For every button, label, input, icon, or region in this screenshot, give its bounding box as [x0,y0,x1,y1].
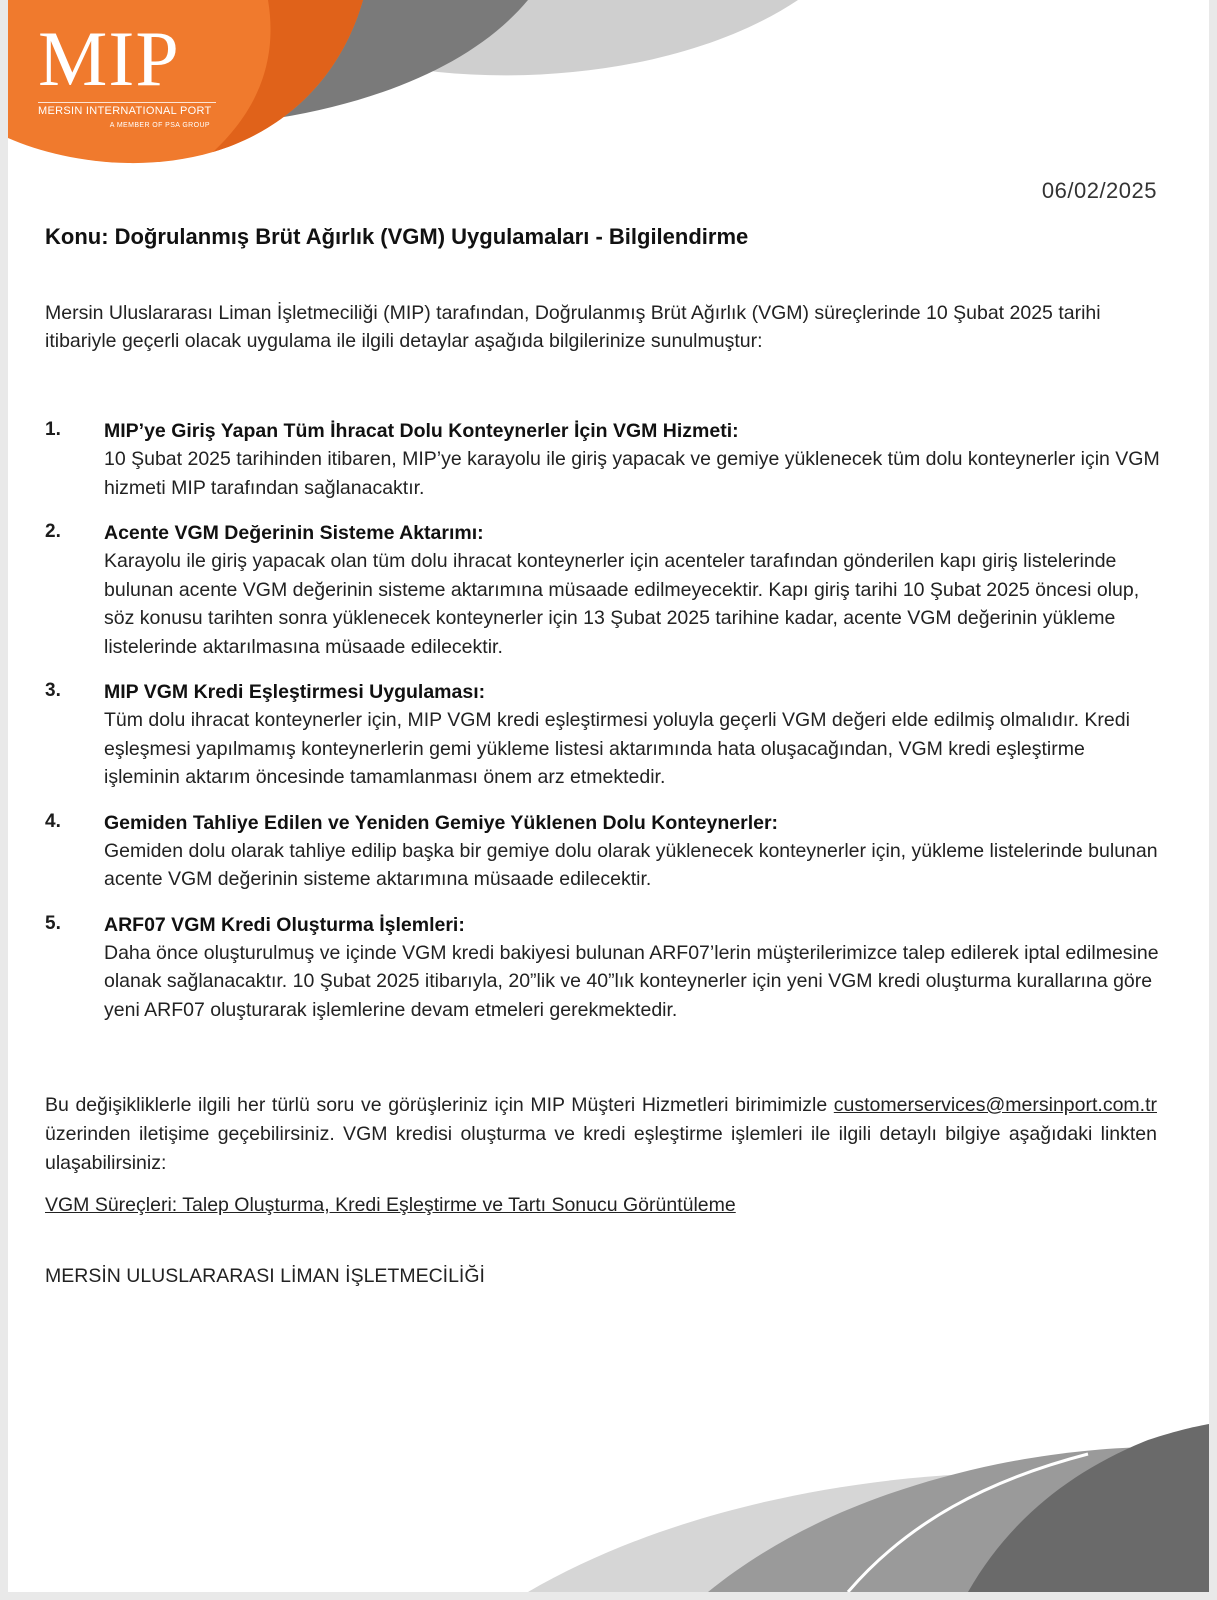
letter-subject: Konu: Doğrulanmış Brüt Ağırlık (VGM) Uygulamaları - Bilgilendirme [45,224,749,249]
list-item-body: Daha önce oluşturulmuş ve içinde VGM kredi bakiyesi bulunan ARF07’lerin müşterilerimizce talep edilerek iptal edilmesine olanak sağlanacaktır. 10 Şubat 2025 itibarıyla, 20”lik ve 40”lık konteynerler için yeni VGM kredi oluşturma kurallarına göre yeni ARF07 oluşturarak işlemlerine devam etmeleri gerekmektedir. [104,941,1159,1021]
list-item-body: Gemiden dolu olarak tahliye edilip başka bir gemiye dolu olarak yüklenecek konteynerler için, yükleme listelerinde bulunan acente VGM değerinin sisteme aktarımına müsaade edilecektir. [104,839,1158,890]
list-item [45,678,1165,792]
list-item-title: MIP VGM Kredi Eşleştirmesi Uygulaması: [104,681,486,703]
intro-paragraph: Mersin Uluslararası Liman İşletmeciliği (MIP) tarafından, Doğrulanmış Brüt Ağırlık (VGM) süreçlerinde 10 Şubat 2025 tarihi itibariyle geçerli olacak uygulama ile ilgili detaylar aşağıda bilgilerinize sunulmuştur: [45,302,1101,352]
list-item [45,911,1165,1025]
list-item-body: Karayolu ile giriş yapacak olan tüm dolu ihracat konteynerler için acenteler tarafından gönderilen kapı giriş listelerinde bulunan acente VGM değerinin sisteme aktarımına müsaade edilmeyecektir. Kapı giriş tarihi 10 Şubat 2025 öncesi olup, söz konusu tarihten sonra yüklenecek konteynerler için 13 Şubat 2025 tarihine kadar, acente VGM değerinin yükleme listelerinde aktarılmasına müsaade edilecektir. [104,550,1140,658]
list-item-body: Tüm dolu ihracat konteynerler için, MIP VGM kredi eşleştirmesi yoluyla geçerli VGM değeri elde edilmiş olmalıdır. Kredi eşleşmesi yapılmamış konteynerlerin gemi yükleme listesi aktarımında hata oluşacağından, VGM kredi eşleştirme işleminin aktarım öncesinde tamamlanması önem arz etmektedir. [104,709,1130,788]
logo-subtitle: MERSIN INTERNATIONAL PORT [38,102,216,117]
closing-paragraph [45,1091,1157,1178]
list-item-number: 2. [45,521,61,542]
list-item-number: 3. [45,680,61,701]
numbered-list [45,417,1165,1041]
list-item-body: 10 Şubat 2025 tarihinden itibaren, MIP’ye karayolu ile giriş yapacak ve gemiye yüklenecek tüm dolu konteynerler için VGM hizmeti MIP tarafından sağlanacaktır. [104,448,1160,499]
list-item-number: 1. [45,419,61,440]
list-item-title: ARF07 VGM Kredi Oluşturma İşlemleri: [104,913,465,936]
list-item-number: 5. [45,912,61,934]
logo-member-line: A MEMBER OF PSA GROUP [109,122,210,129]
email-link[interactable]: customerservices@mersinport.com.tr [833,1094,1157,1116]
list-item [45,417,1165,502]
list-item-title: MIP’ye Giriş Yapan Tüm İhracat Dolu Konteynerler İçin VGM Hizmeti: [104,420,739,442]
letter-page [8,0,1209,1592]
vgm-processes-link[interactable]: VGM Süreçleri: Talep Oluşturma, Kredi Eşleştirme ve Tartı Sonucu Görüntüleme [45,1194,736,1216]
list-item [45,519,1165,661]
closing-text-before: Bu değişikliklerle ilgili her türlü soru ve görüşleriniz için MIP Müşteri Hizmetleri birimimizle [45,1094,834,1116]
footer-decoration [8,1402,1209,1592]
mip-logo [38,15,216,129]
letter-date: 06/02/2025 [1041,178,1157,203]
closing-text-after: üzerinden iletişime geçebilirsiniz. VGM kredisi oluşturma ve kredi eşleştirme işlemleri ile ilgili detaylı bilgiye aşağıdaki linkten ulaşabilirsiniz: [45,1123,1157,1174]
list-item-title: Acente VGM Değerinin Sisteme Aktarımı: [104,522,484,544]
logo-mark: MIP [38,15,180,102]
list-item-number: 4. [45,810,61,832]
list-item-title: Gemiden Tahliye Edilen ve Yeniden Gemiye Yüklenen Dolu Konteynerler: [104,811,779,834]
signature: MERSİN ULUSLARARASI LİMAN İŞLETMECİLİĞİ [45,1265,485,1287]
list-item [45,809,1165,894]
